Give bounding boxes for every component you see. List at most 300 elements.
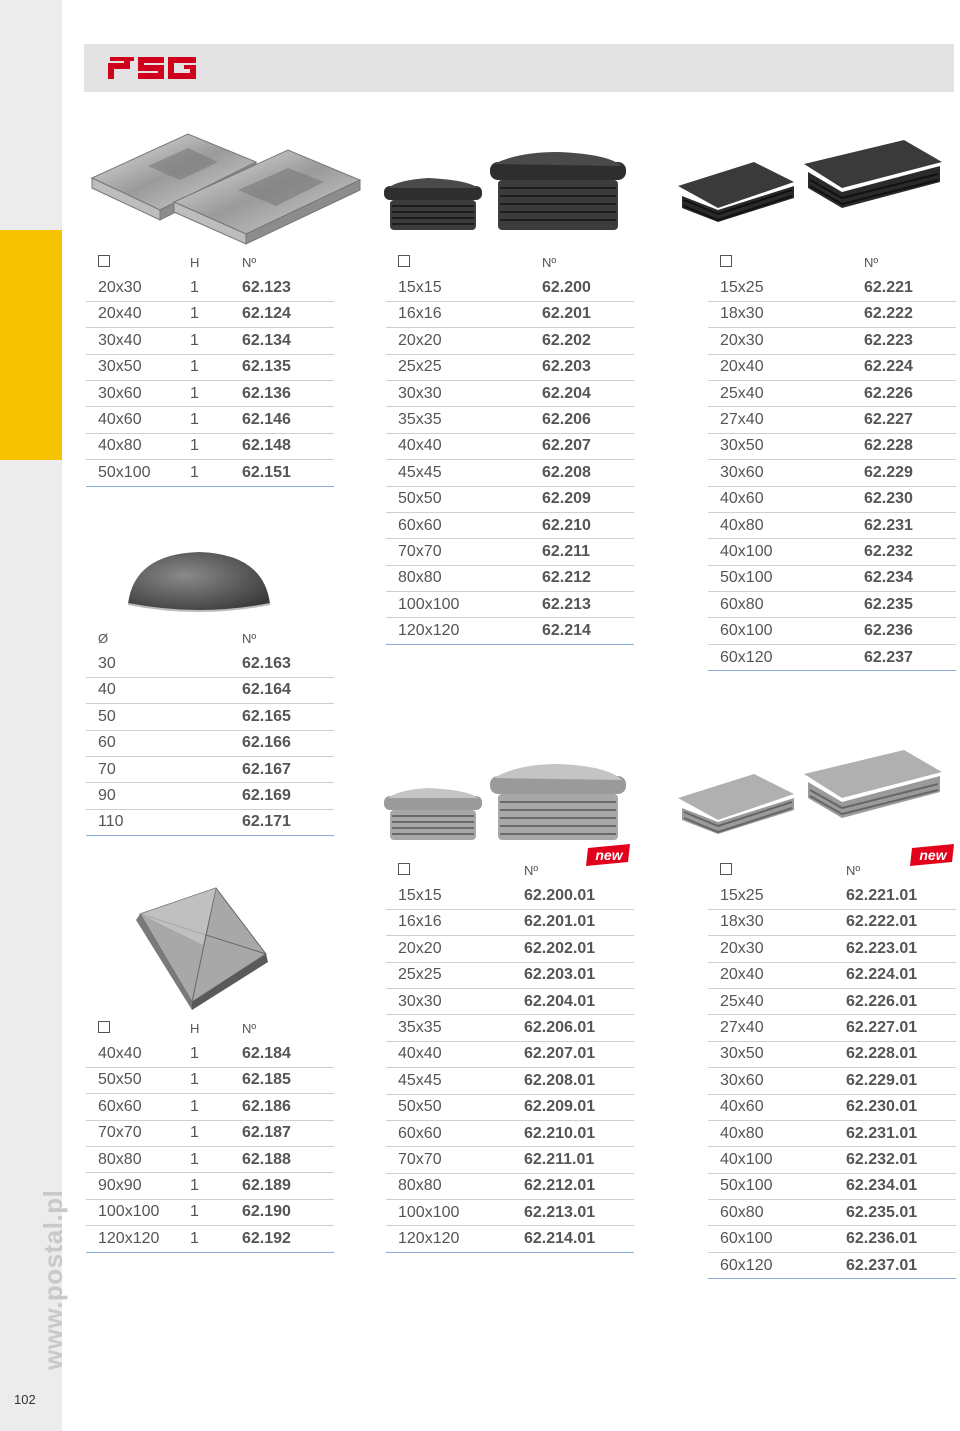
article-number-cell: 62.227 — [864, 411, 913, 429]
h-cell: 1 — [190, 305, 199, 323]
size-cell: 18x30 — [720, 305, 764, 323]
table-row — [386, 910, 634, 936]
size-cell: 20x30 — [98, 279, 142, 297]
table-row — [708, 963, 956, 989]
size-cell: 40x80 — [720, 1124, 764, 1142]
size-cell: 40x100 — [720, 1150, 773, 1168]
size-cell: 40x80 — [98, 437, 142, 455]
table-row — [386, 302, 634, 328]
h-cell: 1 — [190, 437, 199, 455]
table-row — [708, 302, 956, 328]
size-cell: 50 — [98, 707, 116, 725]
size-cell: 40x60 — [98, 411, 142, 429]
article-number-cell: 62.186 — [242, 1097, 291, 1115]
table-row — [708, 566, 956, 592]
table-row — [86, 757, 334, 783]
size-cell: 20x30 — [720, 939, 764, 957]
article-number-cell: 62.223.01 — [846, 939, 918, 957]
article-number-cell: 62.201.01 — [524, 913, 596, 931]
table-row — [708, 381, 956, 407]
table-row — [86, 1226, 334, 1252]
article-number-cell: 62.136 — [242, 384, 291, 402]
article-number-cell: 62.210 — [542, 516, 591, 534]
size-cell: 70 — [98, 760, 116, 778]
table-row — [386, 963, 634, 989]
article-number-cell: 62.206.01 — [524, 1019, 596, 1037]
table-row — [86, 731, 334, 757]
article-number-cell: 62.192 — [242, 1229, 291, 1247]
article-number-cell: 62.230.01 — [846, 1098, 918, 1116]
article-number-cell: 62.190 — [242, 1203, 291, 1221]
article-number-cell: 62.209 — [542, 490, 591, 508]
table-row — [708, 1095, 956, 1121]
size-cell: 90 — [98, 787, 116, 805]
table-row — [86, 275, 334, 301]
size-cell: 120x120 — [98, 1229, 160, 1247]
article-number-cell: 62.237.01 — [846, 1256, 918, 1274]
article-number-cell: 62.234 — [864, 569, 913, 587]
table-row — [386, 989, 634, 1015]
dome-cap-image — [124, 548, 274, 618]
table-row — [86, 1121, 334, 1147]
article-number-cell: 62.203 — [542, 358, 591, 376]
table-row — [86, 678, 334, 704]
article-number-cell: 62.207 — [542, 437, 591, 455]
table-row — [386, 460, 634, 486]
size-cell: 25x25 — [398, 358, 442, 376]
size-cell: 20x40 — [98, 305, 142, 323]
table-row — [708, 1226, 956, 1252]
article-number-cell: 62.213 — [542, 595, 591, 613]
table-row — [386, 487, 634, 513]
table-row — [86, 407, 334, 433]
article-number-cell: 62.166 — [242, 734, 291, 752]
new-badge-label: new — [919, 847, 947, 863]
h-cell: 1 — [190, 1097, 199, 1115]
article-number-cell: 62.164 — [242, 681, 291, 699]
h-cell: 1 — [190, 331, 199, 349]
article-number-cell: 62.165 — [242, 707, 291, 725]
size-cell: 20x30 — [720, 331, 764, 349]
article-number-cell: 62.204 — [542, 384, 591, 402]
square-plugs-black-image — [378, 148, 630, 240]
article-number-cell: 62.211.01 — [524, 1150, 595, 1168]
h-cell: 1 — [190, 1177, 199, 1195]
table-header — [86, 1015, 334, 1041]
table-row — [386, 936, 634, 962]
article-number-cell: 62.214 — [542, 622, 591, 640]
size-cell: 30x30 — [398, 992, 442, 1010]
article-number-cell: 62.226.01 — [846, 992, 918, 1010]
size-cell: 20x40 — [720, 966, 764, 984]
size-cell: 60x100 — [720, 1230, 773, 1248]
square-icon — [398, 863, 410, 878]
article-number-cell: 62.221 — [864, 279, 913, 297]
table-row — [708, 618, 956, 644]
square-plugs-grey-image — [378, 756, 630, 848]
article-number-cell: 62.235 — [864, 595, 913, 613]
no-header: Nº — [864, 254, 879, 270]
accent-bar — [0, 230, 62, 460]
size-cell: 25x25 — [398, 966, 442, 984]
article-number-cell: 62.135 — [242, 358, 291, 376]
article-number-cell: 62.236.01 — [846, 1230, 918, 1248]
size-cell: 50x100 — [720, 1177, 773, 1195]
table-row — [86, 1041, 334, 1067]
website-url: www.postal.pl — [38, 1189, 68, 1370]
size-cell: 15x25 — [720, 279, 764, 297]
article-number-cell: 62.213.01 — [524, 1203, 596, 1221]
table-row — [86, 1200, 334, 1226]
size-cell: 35x35 — [398, 411, 442, 429]
article-number-cell: 62.189 — [242, 1177, 291, 1195]
table-row — [708, 487, 956, 513]
table-row — [86, 328, 334, 354]
h-cell: 1 — [190, 358, 199, 376]
size-cell: 70x70 — [398, 1150, 442, 1168]
size-cell: 120x120 — [398, 1230, 460, 1248]
article-number-cell: 62.226 — [864, 384, 913, 402]
size-cell: 15x25 — [720, 887, 764, 905]
size-cell: 30x60 — [98, 384, 142, 402]
size-cell: 60x100 — [720, 622, 773, 640]
rect-plugs-black-table — [708, 249, 956, 671]
table-row — [386, 328, 634, 354]
square-icon — [98, 255, 110, 270]
table-row — [708, 592, 956, 618]
no-header: Nº — [242, 630, 257, 646]
new-badge-label: new — [595, 847, 623, 863]
h-cell: 1 — [190, 1203, 199, 1221]
article-number-cell: 62.148 — [242, 437, 291, 455]
pyramid-caps-table — [86, 249, 334, 487]
article-number-cell: 62.203.01 — [524, 966, 596, 984]
table-row — [86, 1173, 334, 1199]
no-header: Nº — [846, 862, 861, 878]
size-cell: 60x120 — [720, 1256, 773, 1274]
table-row — [708, 460, 956, 486]
table-row — [708, 513, 956, 539]
size-cell: 40x60 — [720, 1098, 764, 1116]
article-number-cell: 62.232 — [864, 542, 913, 560]
article-number-cell: 62.234.01 — [846, 1177, 918, 1195]
article-number-cell: 62.224 — [864, 358, 913, 376]
size-cell: 16x16 — [398, 913, 442, 931]
article-number-cell: 62.224.01 — [846, 966, 918, 984]
table-header — [86, 249, 334, 275]
table-row — [86, 1147, 334, 1173]
article-number-cell: 62.221.01 — [846, 887, 918, 905]
size-cell: 80x80 — [98, 1150, 142, 1168]
article-number-cell: 62.146 — [242, 411, 291, 429]
h-cell: 1 — [190, 1124, 199, 1142]
table-row — [708, 910, 956, 936]
article-number-cell: 62.134 — [242, 331, 291, 349]
table-row — [386, 513, 634, 539]
article-number-cell: 62.211 — [542, 542, 591, 560]
rect-plugs-grey-table — [708, 857, 956, 1279]
article-number-cell: 62.185 — [242, 1071, 291, 1089]
table-row — [86, 1068, 334, 1094]
size-cell: 30x60 — [720, 463, 764, 481]
table-row — [386, 434, 634, 460]
size-cell: 15x15 — [398, 887, 442, 905]
psg-logo — [108, 55, 198, 81]
article-number-cell: 62.202.01 — [524, 939, 596, 957]
table-row — [386, 1015, 634, 1041]
table-row — [708, 936, 956, 962]
table-row — [86, 1094, 334, 1120]
article-number-cell: 62.231.01 — [846, 1124, 918, 1142]
article-number-cell: 62.228.01 — [846, 1045, 918, 1063]
article-number-cell: 62.151 — [242, 463, 291, 481]
size-cell: 50x100 — [720, 569, 773, 587]
h-cell: 1 — [190, 1150, 199, 1168]
size-cell: 40x80 — [720, 516, 764, 534]
table-row — [386, 1095, 634, 1121]
header-band — [84, 44, 954, 92]
h-cell: 1 — [190, 1229, 199, 1247]
table-row — [708, 355, 956, 381]
no-header: Nº — [242, 254, 257, 270]
article-number-cell: 62.206 — [542, 411, 591, 429]
size-cell: 100x100 — [398, 595, 460, 613]
size-cell: 70x70 — [398, 542, 442, 560]
size-cell: 90x90 — [98, 1177, 142, 1195]
size-cell: 50x50 — [398, 490, 442, 508]
size-cell: 20x20 — [398, 939, 442, 957]
table-row — [386, 1174, 634, 1200]
size-cell: 100x100 — [398, 1203, 460, 1221]
table-row — [708, 1174, 956, 1200]
h-header: H — [190, 254, 200, 270]
table-row — [708, 1200, 956, 1226]
table-row — [86, 810, 334, 836]
table-row — [386, 355, 634, 381]
table-row — [386, 407, 634, 433]
table-row — [386, 566, 634, 592]
table-row — [708, 1015, 956, 1041]
article-number-cell: 62.169 — [242, 787, 291, 805]
table-row — [708, 1147, 956, 1173]
table-row — [386, 1121, 634, 1147]
square-icon — [398, 255, 410, 270]
article-number-cell: 62.214.01 — [524, 1230, 596, 1248]
article-number-cell: 62.237 — [864, 648, 913, 666]
h-cell: 1 — [190, 411, 199, 429]
table-header — [386, 857, 634, 883]
article-number-cell: 62.208 — [542, 463, 591, 481]
size-cell: 16x16 — [398, 305, 442, 323]
table-row — [708, 275, 956, 301]
size-cell: 50x50 — [398, 1098, 442, 1116]
table-row — [708, 434, 956, 460]
size-cell: 40x100 — [720, 542, 773, 560]
diameter-header: Ø — [98, 630, 109, 646]
size-cell: 120x120 — [398, 622, 460, 640]
table-row — [86, 434, 334, 460]
table-row — [708, 1042, 956, 1068]
square-plugs-grey-table — [386, 857, 634, 1253]
table-row — [708, 645, 956, 671]
square-icon — [98, 1021, 110, 1036]
article-number-cell: 62.235.01 — [846, 1203, 918, 1221]
article-number-cell: 62.209.01 — [524, 1098, 596, 1116]
table-row — [86, 460, 334, 486]
size-cell: 60x80 — [720, 595, 764, 613]
article-number-cell: 62.188 — [242, 1150, 291, 1168]
table-row — [708, 883, 956, 909]
size-cell: 30x50 — [720, 1045, 764, 1063]
size-cell: 40 — [98, 681, 116, 699]
article-number-cell: 62.202 — [542, 331, 591, 349]
size-cell: 100x100 — [98, 1203, 160, 1221]
square-pyramid-caps-table — [86, 1015, 334, 1253]
table-row — [386, 592, 634, 618]
h-header: H — [190, 1020, 200, 1036]
article-number-cell: 62.210.01 — [524, 1124, 596, 1142]
size-cell: 30x50 — [98, 358, 142, 376]
article-number-cell: 62.200.01 — [524, 887, 596, 905]
article-number-cell: 62.222.01 — [846, 913, 918, 931]
table-row — [386, 1200, 634, 1226]
size-cell: 20x20 — [398, 331, 442, 349]
article-number-cell: 62.229.01 — [846, 1071, 918, 1089]
table-row — [708, 539, 956, 565]
size-cell: 40x40 — [98, 1045, 142, 1063]
table-row — [386, 883, 634, 909]
size-cell: 40x40 — [398, 1045, 442, 1063]
article-number-cell: 62.212.01 — [524, 1177, 596, 1195]
article-number-cell: 62.184 — [242, 1045, 291, 1063]
no-header: Nº — [542, 254, 557, 270]
table-row — [86, 783, 334, 809]
size-cell: 60x80 — [720, 1203, 764, 1221]
table-header — [708, 857, 956, 883]
h-cell: 1 — [190, 384, 199, 402]
size-cell: 40x40 — [398, 437, 442, 455]
article-number-cell: 62.171 — [242, 813, 291, 831]
rect-plugs-grey-image — [674, 744, 946, 848]
table-row — [708, 407, 956, 433]
article-number-cell: 62.227.01 — [846, 1019, 918, 1037]
size-cell: 30 — [98, 655, 116, 673]
h-cell: 1 — [190, 279, 199, 297]
square-icon — [720, 863, 732, 878]
size-cell: 70x70 — [98, 1124, 142, 1142]
article-number-cell: 62.232.01 — [846, 1150, 918, 1168]
size-cell: 60x60 — [398, 1124, 442, 1142]
size-cell: 35x35 — [398, 1019, 442, 1037]
size-cell: 30x60 — [720, 1071, 764, 1089]
size-cell: 40x60 — [720, 490, 764, 508]
article-number-cell: 62.201 — [542, 305, 591, 323]
article-number-cell: 62.228 — [864, 437, 913, 455]
size-cell: 110 — [98, 813, 124, 831]
size-cell: 25x40 — [720, 384, 764, 402]
article-number-cell: 62.163 — [242, 655, 291, 673]
size-cell: 80x80 — [398, 1177, 442, 1195]
size-cell: 45x45 — [398, 463, 442, 481]
table-row — [708, 989, 956, 1015]
table-row — [708, 328, 956, 354]
table-row — [708, 1253, 956, 1279]
article-number-cell: 62.123 — [242, 279, 291, 297]
article-number-cell: 62.200 — [542, 279, 591, 297]
size-cell: 20x40 — [720, 358, 764, 376]
table-row — [386, 1068, 634, 1094]
article-number-cell: 62.187 — [242, 1124, 291, 1142]
size-cell: 30x30 — [398, 384, 442, 402]
size-cell: 27x40 — [720, 411, 764, 429]
article-number-cell: 62.230 — [864, 490, 913, 508]
table-row — [386, 539, 634, 565]
table-header — [86, 625, 334, 651]
size-cell: 30x40 — [98, 331, 142, 349]
size-cell: 18x30 — [720, 913, 764, 931]
size-cell: 25x40 — [720, 992, 764, 1010]
size-cell: 50x50 — [98, 1071, 142, 1089]
article-number-cell: 62.167 — [242, 760, 291, 778]
rect-plugs-black-image — [674, 136, 946, 240]
table-row — [708, 1121, 956, 1147]
size-cell: 27x40 — [720, 1019, 764, 1037]
table-row — [86, 355, 334, 381]
table-row — [86, 302, 334, 328]
table-row — [708, 1068, 956, 1094]
table-row — [386, 275, 634, 301]
table-header — [708, 249, 956, 275]
article-number-cell: 62.231 — [864, 516, 913, 534]
article-number-cell: 62.207.01 — [524, 1045, 596, 1063]
no-header: Nº — [524, 862, 539, 878]
size-cell: 30x50 — [720, 437, 764, 455]
article-number-cell: 62.236 — [864, 622, 913, 640]
article-number-cell: 62.124 — [242, 305, 291, 323]
dome-caps-table — [86, 625, 334, 836]
article-number-cell: 62.229 — [864, 463, 913, 481]
table-row — [86, 704, 334, 730]
h-cell: 1 — [190, 1045, 199, 1063]
square-pyramid-cap-image — [130, 884, 270, 1014]
table-row — [386, 381, 634, 407]
size-cell: 80x80 — [398, 569, 442, 587]
square-plugs-black-table — [386, 249, 634, 645]
square-icon — [720, 255, 732, 270]
table-row — [86, 651, 334, 677]
table-row — [386, 1147, 634, 1173]
table-header — [386, 249, 634, 275]
size-cell: 45x45 — [398, 1071, 442, 1089]
no-header: Nº — [242, 1020, 257, 1036]
size-cell: 50x100 — [98, 463, 151, 481]
size-cell: 60x120 — [720, 648, 773, 666]
article-number-cell: 62.204.01 — [524, 992, 596, 1010]
table-row — [386, 1226, 634, 1252]
table-row — [386, 1042, 634, 1068]
article-number-cell: 62.208.01 — [524, 1071, 596, 1089]
size-cell: 60x60 — [398, 516, 442, 534]
pyramid-caps-image — [88, 128, 364, 248]
article-number-cell: 62.222 — [864, 305, 913, 323]
size-cell: 60 — [98, 734, 116, 752]
h-cell: 1 — [190, 1071, 199, 1089]
article-number-cell: 62.223 — [864, 331, 913, 349]
table-row — [86, 381, 334, 407]
article-number-cell: 62.212 — [542, 569, 591, 587]
page-number: 102 — [14, 1392, 36, 1407]
size-cell: 60x60 — [98, 1097, 142, 1115]
